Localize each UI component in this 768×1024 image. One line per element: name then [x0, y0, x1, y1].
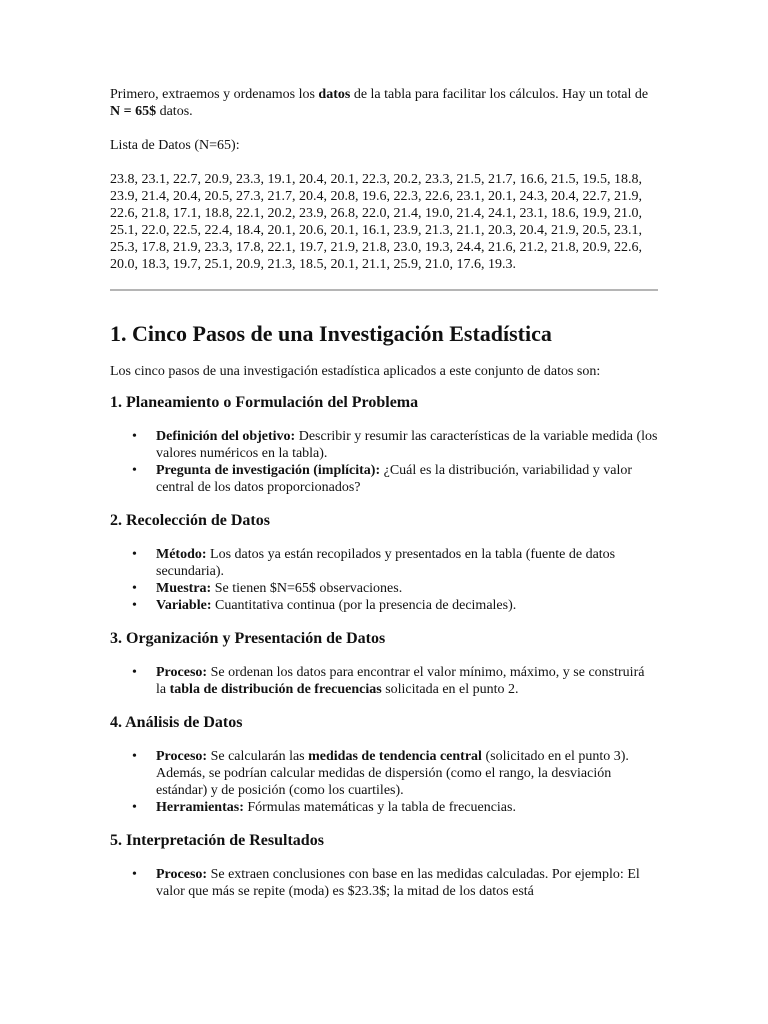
document-page — [110, 86, 658, 915]
section-heading-analisis: 4. Análisis de Datos — [110, 714, 243, 731]
item-label: Muestra: — [156, 581, 212, 596]
section-divider — [110, 289, 658, 291]
item-text: (solicitado en el punto 3). Además, se podrían calcular medidas de dispersión (como el rango, la desviación estándar) y de posición (como los cuartiles). — [156, 749, 629, 798]
intro-text-3: datos. — [156, 104, 193, 119]
intro-text-2: de la tabla para facilitar los cálculos. Hay un total de — [350, 87, 649, 102]
item-label: Herramientas: — [156, 800, 244, 815]
bullet-icon: • — [132, 800, 137, 815]
section-list-organizacion — [110, 664, 658, 698]
item-text: Se tienen $N=65$ observaciones. — [211, 581, 403, 596]
bullet-icon: • — [132, 867, 137, 882]
item-label: Pregunta de investigación (implícita): — [156, 463, 381, 478]
item-text: Cuantitativa continua (por la presencia de decimales). — [211, 598, 517, 613]
intro-bold-n: N = 65$ — [110, 104, 157, 119]
item-label: Proceso: — [156, 749, 208, 764]
list-item — [132, 748, 658, 799]
section-list-planeamiento — [110, 428, 658, 496]
section-heading-organizacion: 3. Organización y Presentación de Datos — [110, 630, 386, 647]
list-item — [132, 664, 658, 698]
item-text: Los datos ya están recopilados y presentados en la tabla (fuente de datos secundaria). — [156, 547, 616, 579]
list-item — [132, 546, 658, 580]
bullet-icon: • — [132, 598, 137, 613]
bullet-icon: • — [132, 463, 137, 478]
data-list: 23.8, 23.1, 22.7, 20.9, 23.3, 19.1, 20.4, 20.1, 22.3, 20.2, 23.3, 21.5, 21.7, 16.6, 21.5, 19.5, 18.8, 23.9, 21.4, 20.4, 20.5, 27.3, 21.7, 20.4, 20.8, 19.6, 22.3, 22.6, 23.1, 20.1, 24.3, 20.4, 22.7, 21.9, 22.6, 21.8, 17.1, 18.8, 22.1, 20.2, 23.9, 26.8, 22.0, 21.4, 19.0, 21.4, 24.1, 23.1, 18.6, 19.9, 21.0, 25.1, 22.0, 22.5, 22.4, 18.4, 20.1, 20.6, 20.1, 16.1, 23.9, 21.3, 21.1, 20.3, 20.4, 21.9, 20.5, 23.1, 25.3, 17.8, 21.9, 23.3, 17.8, 22.1, 19.7, 21.9, 21.8, 23.0, 19.3, 24.4, 21.6, 21.2, 21.8, 20.9, 22.6, 20.0, 18.3, 19.7, 25.1, 20.9, 21.3, 18.5, 20.1, 21.1, 25.9, 21.0, 17.6, 19.3. — [110, 172, 642, 272]
list-item — [132, 597, 658, 614]
item-text: Se calcularán las — [207, 749, 309, 764]
bullet-icon: • — [132, 665, 137, 680]
item-bold-text: medidas de tendencia central — [308, 749, 482, 764]
section-heading-interpretacion: 5. Interpretación de Resultados — [110, 832, 324, 849]
bullet-icon: • — [132, 547, 137, 562]
list-item — [132, 866, 658, 900]
item-label: Variable: — [156, 598, 212, 613]
item-text: ¿Cuál es la distribución, variabilidad y valor central de los datos proporcionados? — [156, 463, 633, 495]
item-label: Proceso: — [156, 867, 208, 882]
item-label: Proceso: — [156, 665, 208, 680]
section-list-recoleccion — [110, 546, 658, 614]
item-label: Método: — [156, 547, 207, 562]
section-heading-planeamiento: 1. Planeamiento o Formulación del Problema — [110, 394, 419, 411]
intro-bold-datos: datos — [318, 87, 351, 102]
list-item — [132, 462, 658, 496]
lead-paragraph: Los cinco pasos de una investigación estadística aplicados a este conjunto de datos son: — [110, 364, 601, 379]
item-bold-text: tabla de distribución de frecuencias — [169, 682, 382, 697]
item-text: Se extraen conclusiones con base en las medidas calculadas. Por ejemplo: El valor que más se repite (moda) es $23.3$; la mitad de los datos está — [156, 867, 640, 899]
section-list-interpretacion — [110, 866, 658, 900]
item-text: Describir y resumir las características de la variable medida (los valores numéricos en la tabla). — [156, 429, 658, 461]
item-text: Fórmulas matemáticas y la tabla de frecuencias. — [243, 800, 516, 815]
intro-text-1: Primero, extraemos y ordenamos los — [110, 87, 319, 102]
bullet-icon: • — [132, 581, 137, 596]
item-text: solicitada en el punto 2. — [381, 682, 519, 697]
bullet-icon: • — [132, 429, 137, 444]
item-label: Definición del objetivo: — [156, 429, 296, 444]
list-item — [132, 580, 658, 597]
list-item — [132, 428, 658, 462]
main-heading: 1. Cinco Pasos de una Investigación Estadística — [110, 321, 552, 346]
section-list-analisis — [110, 748, 658, 816]
section-heading-recoleccion: 2. Recolección de Datos — [110, 512, 270, 529]
bullet-icon: • — [132, 749, 137, 764]
data-list-label: Lista de Datos (N=65): — [110, 138, 240, 153]
list-item — [132, 799, 658, 816]
item-text: Se ordenan los datos para encontrar el valor mínimo, máximo, y se construirá la — [156, 665, 645, 697]
intro-paragraph — [110, 86, 658, 120]
